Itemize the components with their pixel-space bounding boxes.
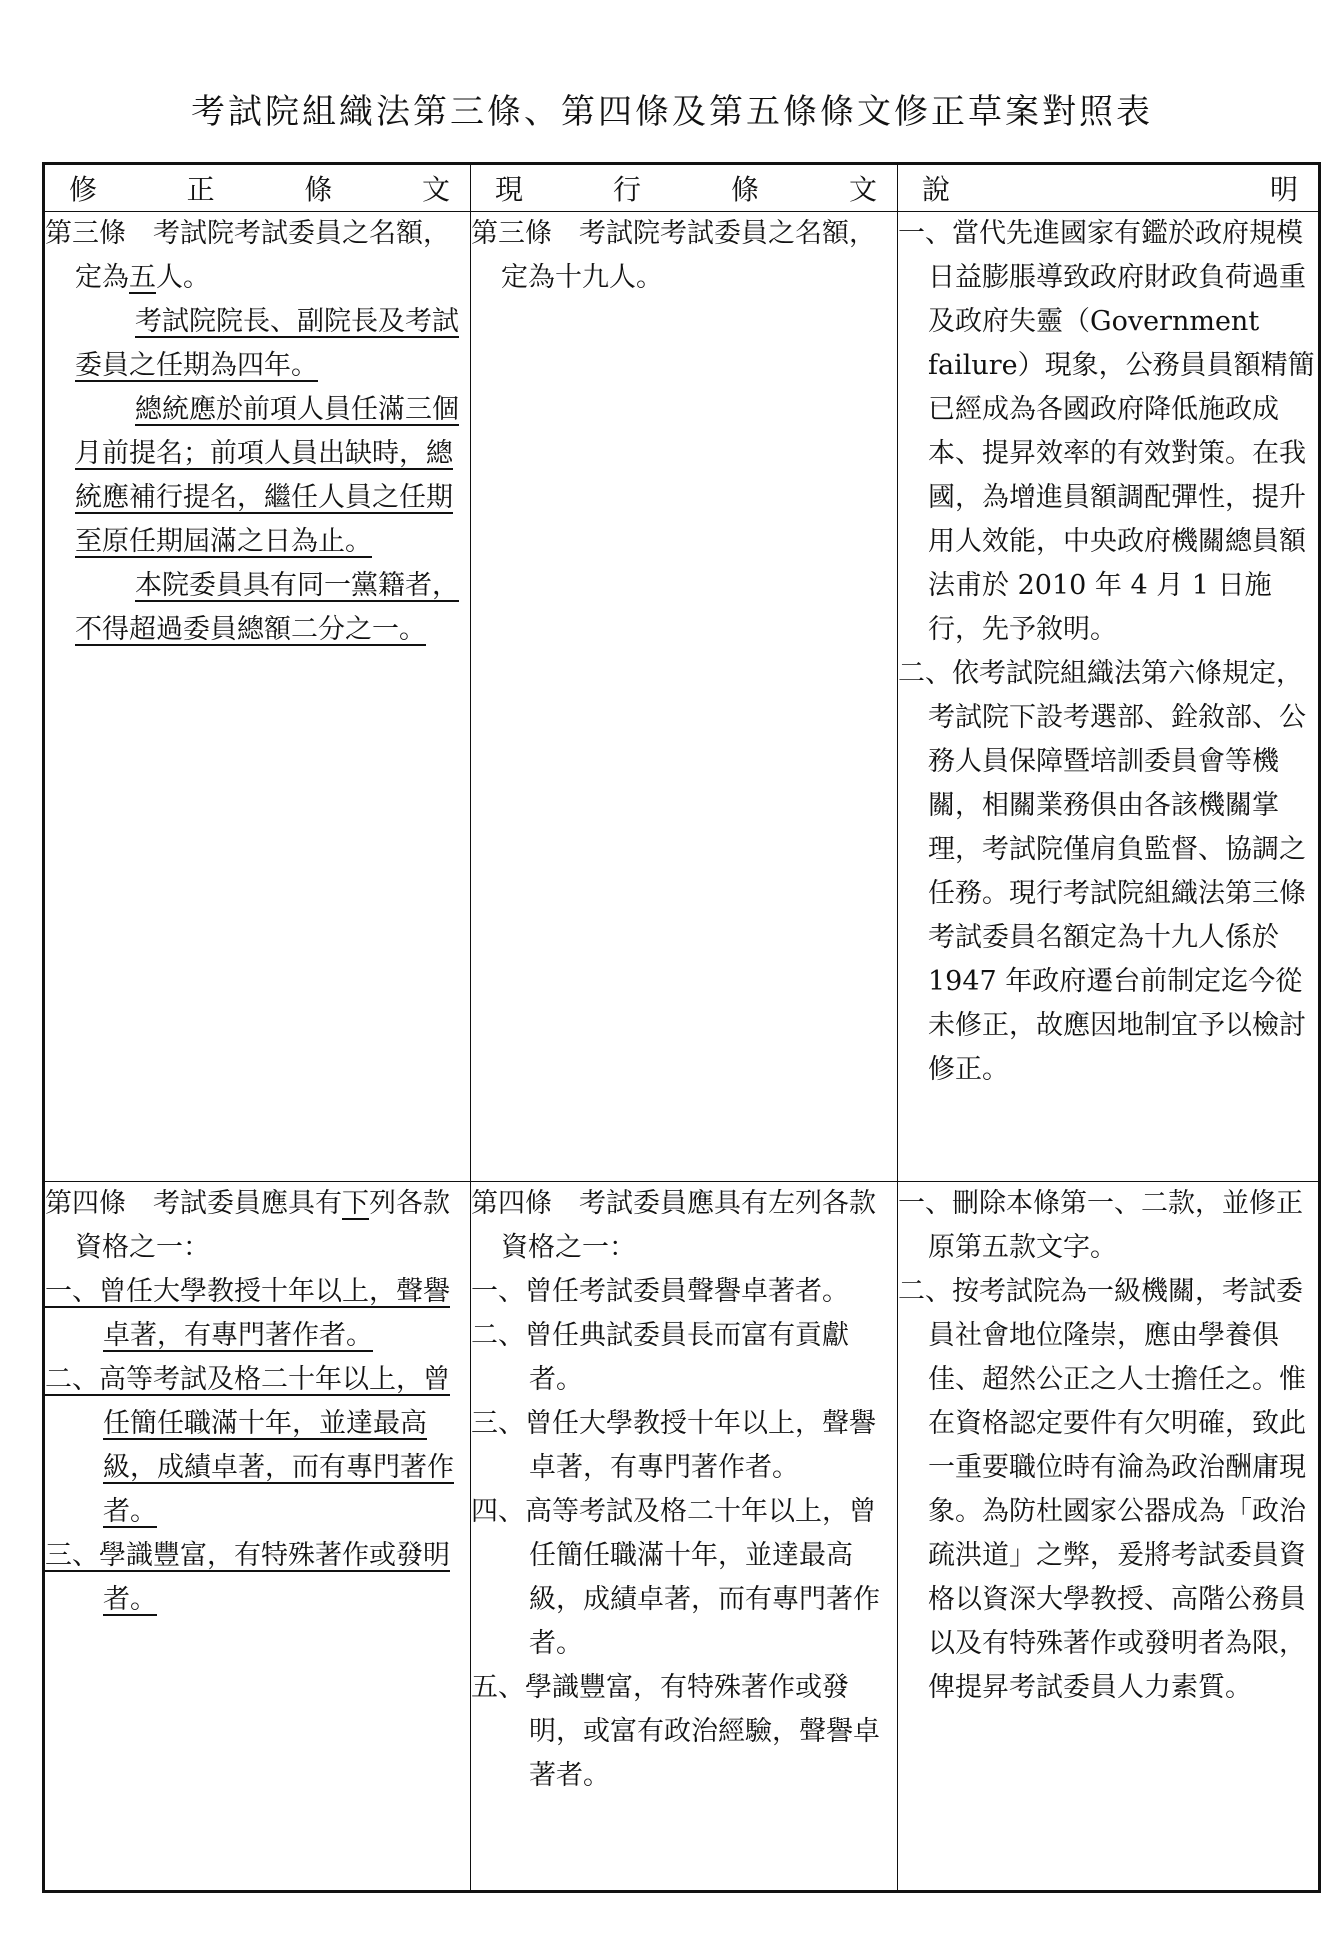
header-char: 條 — [730, 173, 759, 206]
article4-current-heading: 第四條 考試委員應具有左列各款資格之一： — [471, 1188, 876, 1263]
header-row — [44, 164, 1320, 212]
article3-amended-para3: 總統應於前項人員任滿三個月前提名；前項人員出缺時，總統應補行提名，繼任人員之任期至原任期屆滿之日為止。 — [75, 394, 459, 557]
header-current-text — [471, 164, 898, 212]
list-item: 四、高等考試及格二十年以上，曾任簡任職滿十年，並達最高級，成績卓著，而有專門著作者。 — [471, 1496, 880, 1659]
article4-amended-heading: 第四條 考試委員應具有下列各款資格之一： — [45, 1188, 450, 1263]
article3-amended-cell — [44, 212, 471, 1182]
header-char: 明 — [1269, 173, 1298, 206]
list-item: 三、曾任大學教授十年以上，聲譽卓著，有專門著作者。 — [471, 1408, 876, 1483]
list-item: 二、高等考試及格二十年以上，曾任簡任職滿十年，並達最高級，成績卓著，而有專門著作者。 — [45, 1364, 454, 1527]
header-char: 現 — [495, 173, 524, 206]
table-row — [44, 212, 1320, 1182]
list-item: 五、學識豐富，有特殊著作或發明，或富有政治經驗，聲譽卓著者。 — [471, 1672, 880, 1791]
list-item: 二、曾任典試委員長而富有貢獻者。 — [471, 1320, 849, 1395]
header-char: 正 — [186, 173, 215, 206]
article3-explanation-cell — [898, 212, 1320, 1182]
table-row — [44, 1182, 1320, 1892]
header-char: 文 — [848, 173, 877, 206]
document-title: 考試院組織法第三條、第四條及第五條條文修正草案對照表 — [191, 92, 1153, 132]
header-char: 文 — [421, 173, 450, 206]
article3-current-text: 第三條 考試院考試委員之名額，定為十九人。 — [471, 218, 876, 293]
article4-explanation-cell — [898, 1182, 1320, 1892]
list-item: 三、學識豐富，有特殊著作或發明者。 — [45, 1540, 450, 1615]
article3-amended-para4: 本院委員具有同一黨籍者，不得超過委員總額二分之一。 — [75, 570, 459, 645]
article3-amended-heading: 第三條 考試院考試委員之名額，定為五人。 — [45, 218, 450, 293]
list-item: 一、曾任大學教授十年以上，聲譽卓著，有專門著作者。 — [45, 1276, 450, 1351]
list-item: 一、曾任考試委員聲譽卓著者。 — [471, 1276, 849, 1307]
explanation-item: 二、依考試院組織法第六條規定，考試院下設考選部、銓敘部、公務人員保障暨培訓委員會等機關，相關業務俱由各該機關掌理，考試院僅肩負監督、協調之任務。現行考試院組織法第三條考試委員名額定為十九人係於 1947 年政府遷台前制定迄今從未修正，故應因地制宜予以檢討修正。 — [898, 658, 1306, 1085]
explanation-item: 一、當代先進國家有鑑於政府規模日益膨脹導致政府財政負荷過重及政府失靈（Government failure）現象，公務員員額精簡已經成為各國政府降低施政成本、提昇效率的有效對策。在我國，為增進員額調配彈性，提升用人效能，中央政府機關總員額法甫於 2010 年 4 月 1 日施行，先予敘明。 — [898, 218, 1315, 645]
header-char: 修 — [69, 173, 98, 206]
header-char: 條 — [304, 173, 333, 206]
article3-current-cell — [471, 212, 898, 1182]
article4-current-cell — [471, 1182, 898, 1892]
comparison-table — [42, 162, 1321, 1893]
header-amended-text — [44, 164, 471, 212]
header-char: 行 — [612, 173, 641, 206]
article4-amended-cell — [44, 1182, 471, 1892]
explanation-item: 二、按考試院為一級機關，考試委員社會地位隆崇，應由學養俱佳、超然公正之人士擔任之。惟在資格認定要件有欠明確，致此一重要職位時有淪為政治酬庸現象。為防杜國家公器成為「政治疏洪道」之弊，爰將考試委員資格以資深大學教授、高階公務員以及有特殊著作或發明者為限，俾提昇考試委員人力素質。 — [898, 1276, 1306, 1703]
explanation-item: 一、刪除本條第一、二款，並修正原第五款文字。 — [898, 1188, 1303, 1263]
header-explanation — [898, 164, 1320, 212]
article3-amended-para2: 考試院院長、副院長及考試委員之任期為四年。 — [75, 306, 459, 381]
header-char: 說 — [922, 173, 951, 206]
